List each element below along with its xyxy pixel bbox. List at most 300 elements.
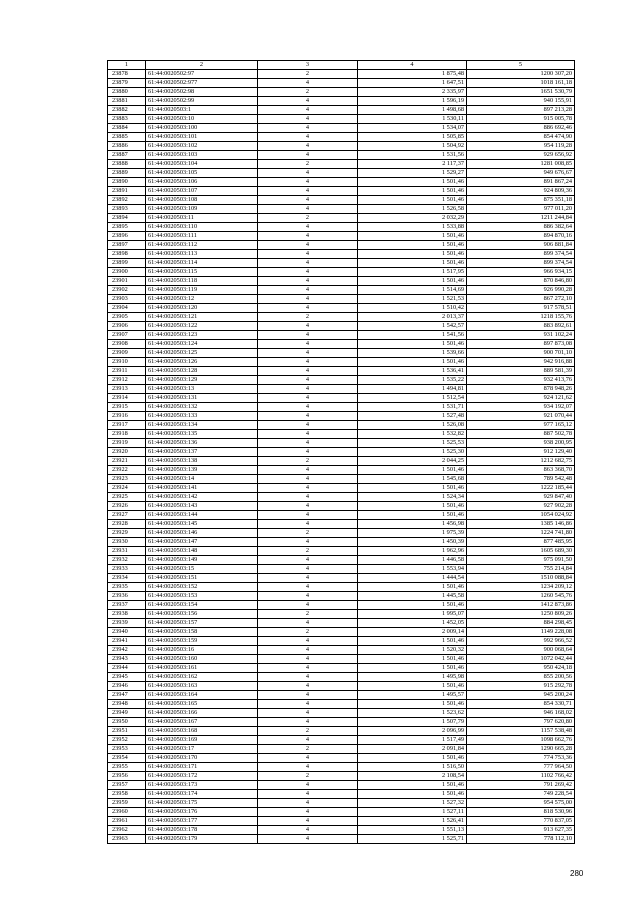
- row-number-cell: 23923: [108, 475, 146, 484]
- value-cell: 867 272,10: [467, 295, 575, 304]
- group-cell: 4: [258, 601, 358, 610]
- value-cell: 1102 766,42: [467, 772, 575, 781]
- area-cell: 1 516,50: [358, 763, 467, 772]
- group-cell: 4: [258, 322, 358, 331]
- area-cell: 2 013,37: [358, 313, 467, 322]
- cadastral-number-cell: 61:44:0020503:16: [146, 646, 258, 655]
- cadastral-number-cell: 61:44:0020503:144: [146, 511, 258, 520]
- row-number-cell: 23882: [108, 106, 146, 115]
- area-cell: 1 501,46: [358, 232, 467, 241]
- row-number-cell: 23960: [108, 808, 146, 817]
- area-cell: 1 501,46: [358, 241, 467, 250]
- cadastral-number-cell: 61:44:0020503:131: [146, 394, 258, 403]
- group-cell: 4: [258, 250, 358, 259]
- table-row: [108, 583, 575, 592]
- table-row: [108, 331, 575, 340]
- table-row: [108, 601, 575, 610]
- row-number-cell: 23878: [108, 70, 146, 79]
- cadastral-number-cell: 61:44:0020503:136: [146, 439, 258, 448]
- cadastral-number-cell: 61:44:0020503:128: [146, 367, 258, 376]
- table-row: [108, 295, 575, 304]
- table-row: [108, 124, 575, 133]
- group-cell: 4: [258, 583, 358, 592]
- table-row: [108, 151, 575, 160]
- row-number-cell: 23890: [108, 178, 146, 187]
- cadastral-number-cell: 61:44:0020503:159: [146, 637, 258, 646]
- row-number-cell: 23917: [108, 421, 146, 430]
- area-cell: 1 526,41: [358, 817, 467, 826]
- value-cell: 883 892,61: [467, 322, 575, 331]
- value-cell: 1018 161,18: [467, 79, 575, 88]
- row-number-cell: 23900: [108, 268, 146, 277]
- area-cell: 2 335,97: [358, 88, 467, 97]
- area-cell: 1 501,46: [358, 781, 467, 790]
- row-number-cell: 23895: [108, 223, 146, 232]
- area-cell: 1 875,48: [358, 70, 467, 79]
- area-cell: 1 495,57: [358, 691, 467, 700]
- table-row: [108, 187, 575, 196]
- value-cell: 924 121,62: [467, 394, 575, 403]
- table-row: [108, 196, 575, 205]
- value-cell: 1250 809,26: [467, 610, 575, 619]
- cadastral-number-cell: 61:44:0020503:176: [146, 808, 258, 817]
- row-number-cell: 23930: [108, 538, 146, 547]
- area-cell: 1 530,11: [358, 115, 467, 124]
- group-cell: 4: [258, 277, 358, 286]
- value-cell: 854 474,90: [467, 133, 575, 142]
- group-cell: 4: [258, 700, 358, 709]
- table-row: [108, 790, 575, 799]
- value-cell: 887 502,78: [467, 430, 575, 439]
- table-row: [108, 475, 575, 484]
- cadastral-number-cell: 61:44:0020503:168: [146, 727, 258, 736]
- group-cell: 4: [258, 142, 358, 151]
- value-cell: 1200 307,20: [467, 70, 575, 79]
- group-cell: 2: [258, 628, 358, 637]
- cadastral-number-cell: 61:44:0020503:147: [146, 538, 258, 547]
- cadastral-number-cell: 61:44:0020503:110: [146, 223, 258, 232]
- row-number-cell: 23927: [108, 511, 146, 520]
- table-row: [108, 745, 575, 754]
- cadastral-number-cell: 61:44:0020503:114: [146, 259, 258, 268]
- row-number-cell: 23905: [108, 313, 146, 322]
- group-cell: 4: [258, 349, 358, 358]
- group-cell: 4: [258, 826, 358, 835]
- cadastral-number-cell: 61:44:0020503:120: [146, 304, 258, 313]
- cadastral-number-cell: 61:44:0020503:108: [146, 196, 258, 205]
- row-number-cell: 23963: [108, 835, 146, 844]
- row-number-cell: 23902: [108, 286, 146, 295]
- table-row: [108, 826, 575, 835]
- group-cell: 4: [258, 412, 358, 421]
- group-cell: 4: [258, 358, 358, 367]
- value-cell: 886 382,64: [467, 223, 575, 232]
- table-row: [108, 88, 575, 97]
- value-cell: 938 200,95: [467, 439, 575, 448]
- cadastral-number-cell: 61:44:0020503:173: [146, 781, 258, 790]
- value-cell: 1098 662,76: [467, 736, 575, 745]
- group-cell: 4: [258, 574, 358, 583]
- table-row: [108, 376, 575, 385]
- cadastral-number-cell: 61:44:0020503:113: [146, 250, 258, 259]
- row-number-cell: 23961: [108, 817, 146, 826]
- value-cell: 913 627,35: [467, 826, 575, 835]
- row-number-cell: 23942: [108, 646, 146, 655]
- value-cell: 1510 088,84: [467, 574, 575, 583]
- cadastral-number-cell: 61:44:0020503:101: [146, 133, 258, 142]
- group-cell: 4: [258, 268, 358, 277]
- area-cell: 1 501,46: [358, 682, 467, 691]
- group-cell: 2: [258, 70, 358, 79]
- table-row: [108, 160, 575, 169]
- table-row: [108, 718, 575, 727]
- area-cell: 1 526,58: [358, 205, 467, 214]
- row-number-cell: 23921: [108, 457, 146, 466]
- cadastral-number-cell: 61:44:0020503:105: [146, 169, 258, 178]
- group-cell: 4: [258, 340, 358, 349]
- area-cell: 1 507,79: [358, 718, 467, 727]
- value-cell: 870 846,80: [467, 277, 575, 286]
- value-cell: 1385 146,86: [467, 520, 575, 529]
- group-cell: 4: [258, 466, 358, 475]
- area-cell: 1 505,85: [358, 133, 467, 142]
- area-cell: 2 032,29: [358, 214, 467, 223]
- group-cell: 4: [258, 304, 358, 313]
- group-cell: 2: [258, 547, 358, 556]
- table-row: [108, 205, 575, 214]
- table-row: [108, 133, 575, 142]
- area-cell: 1 962,96: [358, 547, 467, 556]
- row-number-cell: 23949: [108, 709, 146, 718]
- table-row: [108, 304, 575, 313]
- value-cell: 897 873,08: [467, 340, 575, 349]
- area-cell: 1 551,13: [358, 826, 467, 835]
- group-cell: 4: [258, 421, 358, 430]
- area-cell: 1 531,71: [358, 403, 467, 412]
- area-cell: 1 501,46: [358, 700, 467, 709]
- row-number-cell: 23952: [108, 736, 146, 745]
- row-number-cell: 23935: [108, 583, 146, 592]
- table-row: [108, 241, 575, 250]
- row-number-cell: 23887: [108, 151, 146, 160]
- row-number-cell: 23904: [108, 304, 146, 313]
- cadastral-number-cell: 61:44:0020503:124: [146, 340, 258, 349]
- cadastral-number-cell: 61:44:0020503:135: [146, 430, 258, 439]
- value-cell: 912 129,40: [467, 448, 575, 457]
- group-cell: 4: [258, 115, 358, 124]
- group-cell: 4: [258, 178, 358, 187]
- row-number-cell: 23910: [108, 358, 146, 367]
- table-row: [108, 619, 575, 628]
- area-cell: 1 501,46: [358, 502, 467, 511]
- row-number-cell: 23933: [108, 565, 146, 574]
- group-cell: 4: [258, 655, 358, 664]
- value-cell: 818 530,96: [467, 808, 575, 817]
- table-header-row: [108, 61, 575, 70]
- cadastral-number-cell: 61:44:0020503:149: [146, 556, 258, 565]
- row-number-cell: 23888: [108, 160, 146, 169]
- area-cell: 1 501,46: [358, 178, 467, 187]
- area-cell: 1 524,34: [358, 493, 467, 502]
- group-cell: 4: [258, 97, 358, 106]
- row-number-cell: 23881: [108, 97, 146, 106]
- group-cell: 4: [258, 223, 358, 232]
- area-cell: 1 446,58: [358, 556, 467, 565]
- value-cell: 931 102,24: [467, 331, 575, 340]
- area-cell: 1 533,88: [358, 223, 467, 232]
- value-cell: 897 213,28: [467, 106, 575, 115]
- row-number-cell: 23892: [108, 196, 146, 205]
- cadastral-number-cell: 61:44:0020503:102: [146, 142, 258, 151]
- table-row: [108, 655, 575, 664]
- table-body: [108, 70, 575, 844]
- group-cell: 4: [258, 799, 358, 808]
- value-cell: 778 112,10: [467, 835, 575, 844]
- group-cell: 2: [258, 745, 358, 754]
- row-number-cell: 23898: [108, 250, 146, 259]
- group-cell: 4: [258, 763, 358, 772]
- cadastral-number-cell: 61:44:0020503:169: [146, 736, 258, 745]
- row-number-cell: 23931: [108, 547, 146, 556]
- group-cell: 4: [258, 718, 358, 727]
- table-row: [108, 646, 575, 655]
- cadastral-number-cell: 61:44:0020503:132: [146, 403, 258, 412]
- area-cell: 1 501,46: [358, 484, 467, 493]
- group-cell: 4: [258, 556, 358, 565]
- table-row: [108, 529, 575, 538]
- cadastral-number-cell: 61:44:0020503:109: [146, 205, 258, 214]
- table-row: [108, 340, 575, 349]
- value-cell: 977 011,20: [467, 205, 575, 214]
- area-cell: 1 517,95: [358, 268, 467, 277]
- row-number-cell: 23934: [108, 574, 146, 583]
- cadastral-number-cell: 61:44:0020503:104: [146, 160, 258, 169]
- row-number-cell: 23919: [108, 439, 146, 448]
- group-cell: 4: [258, 295, 358, 304]
- area-cell: 1 504,92: [358, 142, 467, 151]
- value-cell: 877 485,95: [467, 538, 575, 547]
- area-cell: 2 044,25: [358, 457, 467, 466]
- row-number-cell: 23914: [108, 394, 146, 403]
- table-row: [108, 403, 575, 412]
- area-cell: 1 525,30: [358, 448, 467, 457]
- area-cell: 1 512,54: [358, 394, 467, 403]
- column-header-4: 4: [358, 61, 467, 70]
- row-number-cell: 23906: [108, 322, 146, 331]
- row-number-cell: 23908: [108, 340, 146, 349]
- value-cell: 1281 008,85: [467, 160, 575, 169]
- row-number-cell: 23959: [108, 799, 146, 808]
- row-number-cell: 23893: [108, 205, 146, 214]
- table-row: [108, 115, 575, 124]
- cadastral-number-cell: 61:44:0020503:162: [146, 673, 258, 682]
- group-cell: 4: [258, 484, 358, 493]
- cadastral-number-cell: 61:44:0020503:170: [146, 754, 258, 763]
- value-cell: 797 620,80: [467, 718, 575, 727]
- column-header-2: 2: [146, 61, 258, 70]
- row-number-cell: 23886: [108, 142, 146, 151]
- cadastral-number-cell: 61:44:0020503:106: [146, 178, 258, 187]
- cadastral-number-cell: 61:44:0020503:163: [146, 682, 258, 691]
- value-cell: 900 068,64: [467, 646, 575, 655]
- row-number-cell: 23940: [108, 628, 146, 637]
- row-number-cell: 23913: [108, 385, 146, 394]
- value-cell: 915 292,78: [467, 682, 575, 691]
- area-cell: 1 501,46: [358, 664, 467, 673]
- cadastral-number-cell: 61:44:0020503:126: [146, 358, 258, 367]
- value-cell: 875 351,18: [467, 196, 575, 205]
- value-cell: 886 692,46: [467, 124, 575, 133]
- value-cell: 924 809,36: [467, 187, 575, 196]
- row-number-cell: 23907: [108, 331, 146, 340]
- area-cell: 1 501,46: [358, 277, 467, 286]
- area-cell: 1 501,46: [358, 655, 467, 664]
- table-row: [108, 727, 575, 736]
- table-row: [108, 682, 575, 691]
- cadastral-number-cell: 61:44:0020503:118: [146, 277, 258, 286]
- group-cell: 4: [258, 520, 358, 529]
- area-cell: 1 514,69: [358, 286, 467, 295]
- cadastral-number-cell: 61:44:0020503:145: [146, 520, 258, 529]
- area-cell: 1 529,27: [358, 169, 467, 178]
- group-cell: 4: [258, 439, 358, 448]
- cadastral-number-cell: 61:44:0020503:141: [146, 484, 258, 493]
- area-cell: 1 501,46: [358, 340, 467, 349]
- area-cell: 1 542,57: [358, 322, 467, 331]
- cadastral-number-cell: 61:44:0020503:112: [146, 241, 258, 250]
- table-row: [108, 259, 575, 268]
- group-cell: 4: [258, 511, 358, 520]
- table-row: [108, 448, 575, 457]
- group-cell: 4: [258, 79, 358, 88]
- group-cell: 4: [258, 385, 358, 394]
- table-row: [108, 664, 575, 673]
- cadastral-number-cell: 61:44:0020503:13: [146, 385, 258, 394]
- table-row: [108, 754, 575, 763]
- area-cell: 1 527,11: [358, 808, 467, 817]
- table-row: [108, 628, 575, 637]
- area-cell: 1 536,41: [358, 367, 467, 376]
- value-cell: 927 902,28: [467, 502, 575, 511]
- group-cell: 4: [258, 619, 358, 628]
- area-cell: 1 541,56: [358, 331, 467, 340]
- group-cell: 4: [258, 637, 358, 646]
- area-cell: 1 501,46: [358, 259, 467, 268]
- area-cell: 1 498,68: [358, 106, 467, 115]
- group-cell: 4: [258, 205, 358, 214]
- value-cell: 878 948,26: [467, 385, 575, 394]
- cadastral-number-cell: 61:44:0020503:137: [146, 448, 258, 457]
- area-cell: 1 501,46: [358, 583, 467, 592]
- cadastral-number-cell: 61:44:0020502:98: [146, 88, 258, 97]
- table-row: [108, 79, 575, 88]
- table-row: [108, 466, 575, 475]
- group-cell: 4: [258, 646, 358, 655]
- value-cell: 975 091,50: [467, 556, 575, 565]
- cadastral-number-cell: 61:44:0020503:15: [146, 565, 258, 574]
- table-row: [108, 97, 575, 106]
- table-row: [108, 547, 575, 556]
- value-cell: 949 676,67: [467, 169, 575, 178]
- area-cell: 1 450,39: [358, 538, 467, 547]
- cadastral-number-cell: 61:44:0020503:134: [146, 421, 258, 430]
- cadastral-number-cell: 61:44:0020503:139: [146, 466, 258, 475]
- group-cell: 4: [258, 475, 358, 484]
- cadastral-number-cell: 61:44:0020503:100: [146, 124, 258, 133]
- cadastral-number-cell: 61:44:0020503:148: [146, 547, 258, 556]
- group-cell: 4: [258, 124, 358, 133]
- area-cell: 2 096,99: [358, 727, 467, 736]
- cadastral-number-cell: 61:44:0020503:179: [146, 835, 258, 844]
- value-cell: 889 581,39: [467, 367, 575, 376]
- table-row: [108, 817, 575, 826]
- value-cell: 950 424,18: [467, 664, 575, 673]
- row-number-cell: 23883: [108, 115, 146, 124]
- table-row: [108, 349, 575, 358]
- area-cell: 2 009,14: [358, 628, 467, 637]
- area-cell: 1 523,62: [358, 709, 467, 718]
- value-cell: 1224 741,80: [467, 529, 575, 538]
- table-row: [108, 493, 575, 502]
- value-cell: 1054 024,92: [467, 511, 575, 520]
- table-row: [108, 808, 575, 817]
- table-row: [108, 763, 575, 772]
- group-cell: 2: [258, 160, 358, 169]
- value-cell: 899 374,54: [467, 250, 575, 259]
- value-cell: 749 228,54: [467, 790, 575, 799]
- value-cell: 966 934,15: [467, 268, 575, 277]
- group-cell: 4: [258, 259, 358, 268]
- group-cell: 4: [258, 403, 358, 412]
- cadastral-number-cell: 61:44:0020503:115: [146, 268, 258, 277]
- area-cell: 2 091,84: [358, 745, 467, 754]
- table-row: [108, 70, 575, 79]
- table-row: [108, 313, 575, 322]
- row-number-cell: 23945: [108, 673, 146, 682]
- group-cell: 4: [258, 790, 358, 799]
- group-cell: 4: [258, 169, 358, 178]
- table-row: [108, 781, 575, 790]
- cadastral-number-cell: 61:44:0020503:160: [146, 655, 258, 664]
- row-number-cell: 23938: [108, 610, 146, 619]
- row-number-cell: 23894: [108, 214, 146, 223]
- area-cell: 1 501,46: [358, 790, 467, 799]
- area-cell: 1 501,46: [358, 637, 467, 646]
- row-number-cell: 23922: [108, 466, 146, 475]
- group-cell: 4: [258, 691, 358, 700]
- row-number-cell: 23915: [108, 403, 146, 412]
- value-cell: 854 330,71: [467, 700, 575, 709]
- cadastral-number-cell: 61:44:0020503:158: [146, 628, 258, 637]
- group-cell: 4: [258, 664, 358, 673]
- row-number-cell: 23943: [108, 655, 146, 664]
- cadastral-number-cell: 61:44:0020503:165: [146, 700, 258, 709]
- table-row: [108, 142, 575, 151]
- value-cell: 1218 155,76: [467, 313, 575, 322]
- value-cell: 942 916,88: [467, 358, 575, 367]
- cadastral-number-cell: 61:44:0020503:125: [146, 349, 258, 358]
- row-number-cell: 23896: [108, 232, 146, 241]
- row-number-cell: 23939: [108, 619, 146, 628]
- table-row: [108, 367, 575, 376]
- group-cell: 4: [258, 817, 358, 826]
- value-cell: 1072 042,44: [467, 655, 575, 664]
- value-cell: 1157 538,48: [467, 727, 575, 736]
- cadastral-number-cell: 61:44:0020502:99: [146, 97, 258, 106]
- table-row: [108, 412, 575, 421]
- table-row: [108, 691, 575, 700]
- group-cell: 2: [258, 88, 358, 97]
